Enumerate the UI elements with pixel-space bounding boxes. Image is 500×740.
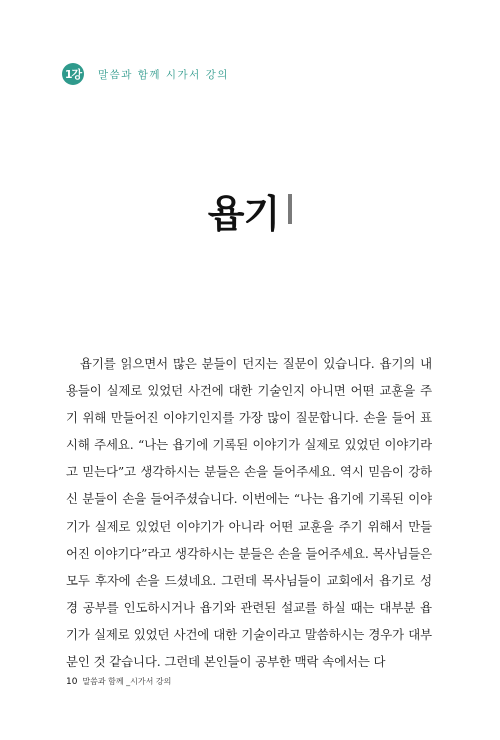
page-number: 10 bbox=[66, 677, 78, 687]
chapter-title-block bbox=[0, 183, 500, 238]
series-title: 말씀과 함께 시가서 강의 bbox=[98, 68, 229, 81]
chapter-badge: 1강 bbox=[62, 63, 84, 85]
running-title: 말씀과 함께 _시가서 강의 bbox=[82, 677, 172, 686]
body-paragraph: 욥기를 읽으면서 많은 분들이 던지는 질문이 있습니다. 욥기의 내용들이 실제로 있었던 사건에 대한 기술인지 아니면 어떤 교훈을 주기 위해 만들어진 이야기인지를 가장 많이 질문합니다. 손을 들어 표시해 주세요. “나는 욥기에 기록된 이야기가 실제로 있었던 이야기라고 믿는다”고 생각하시는 분들은 손을 들어주세요. 역시 믿음이 강하신 분들이 손을 들어주셨습니다. 이번에는 “나는 욥기에 기록된 이야기가 실제로 있었던 이야기가 아니라 어떤 교훈을 주기 위해서 만들어진 이야기다”라고 생각하시는 분들은 손을 들어주세요. 목사님들은 모두 후자에 손을 드셨네요. 그런데 목사님들이 교회에서 욥기로 성경 공부를 인도하시거나 욥기와 관련된 설교를 하실 때는 대부분 욥기가 실제로 있었던 사건에 대한 기술이라고 말씀하시는 경우가 대부분인 것 같습니다. 그런데 본인들이 공부한 맥락 속에서는 다 bbox=[66, 356, 432, 670]
body-text bbox=[66, 350, 432, 675]
chapter-header bbox=[62, 62, 229, 86]
title-decorative-bar bbox=[288, 194, 292, 224]
page-footer bbox=[66, 676, 171, 687]
chapter-title: 욥기 bbox=[207, 192, 280, 236]
